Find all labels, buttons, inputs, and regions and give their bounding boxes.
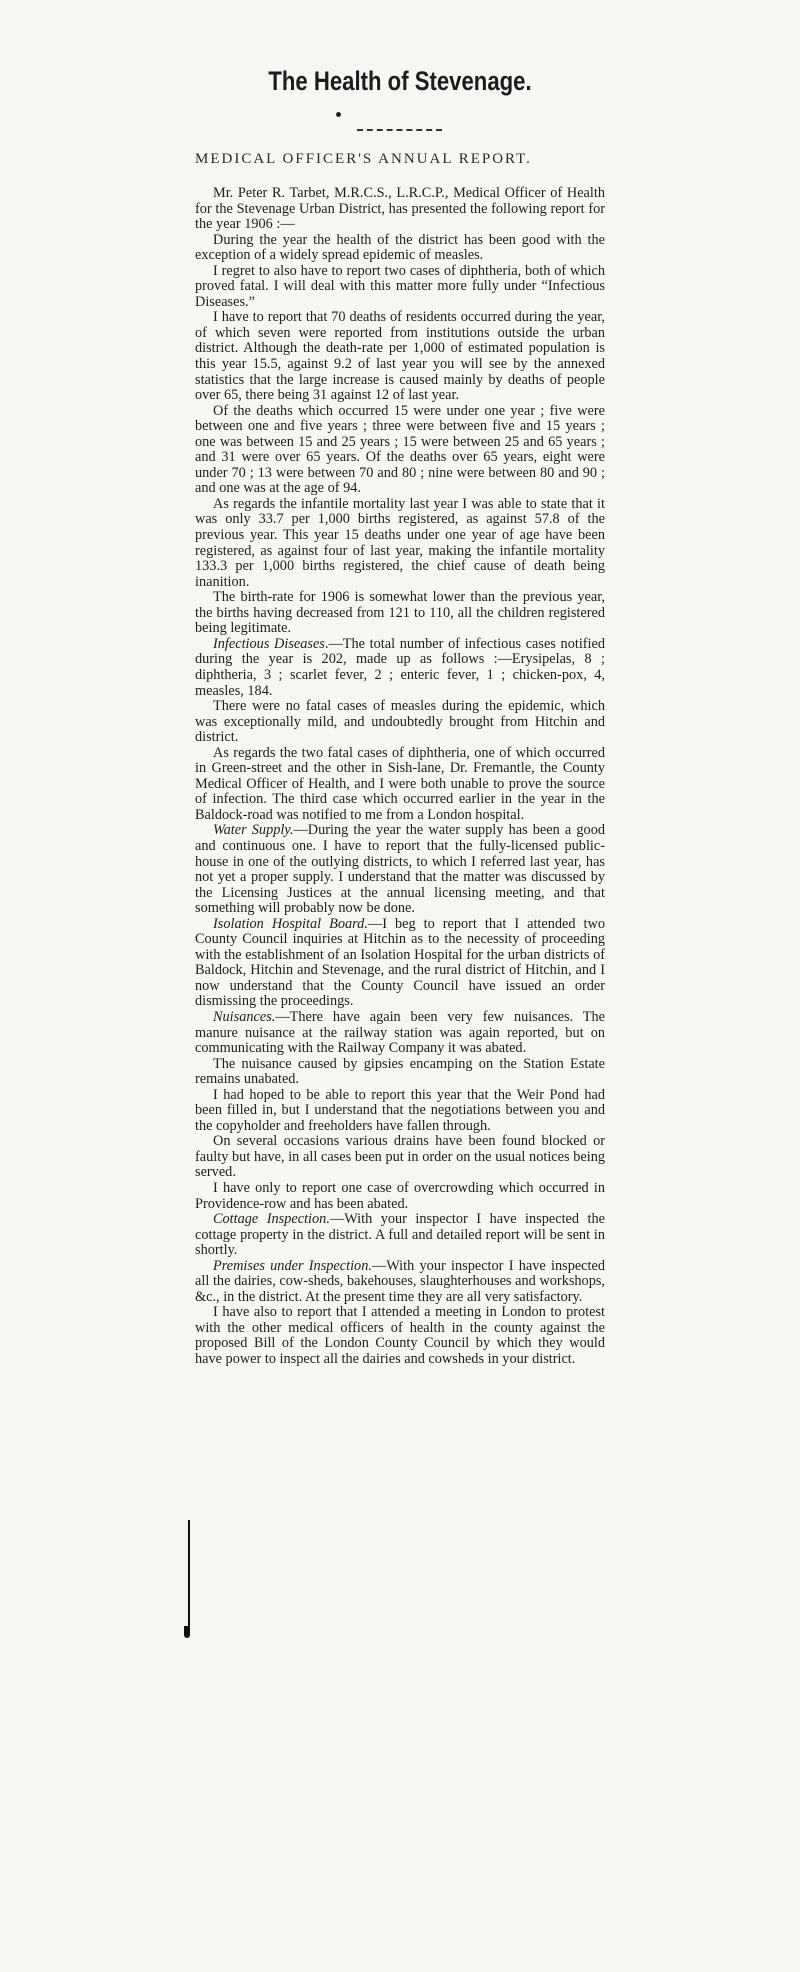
paragraph-drains: On several occasions various drains have been found blocked or faulty but have, in all cases been put in order on the usual notices being served. bbox=[195, 1133, 605, 1181]
paragraph-birth-rate: The birth-rate for 1906 is somewhat lower than the previous year, the births having decreased from 121 to 110, all the children registered being legitimate. bbox=[195, 589, 605, 637]
margin-ink-mark bbox=[188, 1520, 190, 1630]
subheading-isolation-hospital: Isolation Hospital Board. bbox=[213, 915, 368, 932]
paragraph-overcrowding: I have only to report one case of overcrowding which occurred in Providence-row and has been abated. bbox=[195, 1180, 605, 1212]
premises-inspection-text: —With your inspector I have inspected all the dairies, cow-sheds, bakehouses, slaughterhouses and workshops, &c., in the district. At the present time they are all very satisfactory. bbox=[195, 1257, 605, 1305]
isolation-hospital-text: —I beg to report that I attended two County Council inquiries at Hitchin as to the necessity of proceeding with the establishment of an Isolation Hospital for the urban districts of Baldock, Hitchin and Stevenage, and the rural district of Hitchin, and I now understand that the County Council have issued an order dismissing the proceedings. bbox=[195, 915, 605, 1010]
paragraph-water-supply bbox=[195, 823, 605, 916]
nuisances-text: —There have again been very few nuisances. The manure nuisance at the railway station was again reported, but on communicating with the Railway Company it was abated. bbox=[195, 1008, 605, 1057]
subheading-nuisances: Nuisances. bbox=[213, 1008, 276, 1025]
paragraph-cottage-inspection bbox=[195, 1212, 605, 1259]
paragraph-isolation-hospital bbox=[195, 917, 605, 1010]
paragraph-measles: There were no fatal cases of measles during the epidemic, which was exceptionally mild, and undoubtedly brought from Hitchin and district. bbox=[195, 698, 605, 746]
paragraph-nuisances bbox=[195, 1010, 605, 1057]
paragraph-deaths: I have to report that 70 deaths of residents occurred during the year, of which seven were reported from institutions outside the urban district. Although the death-rate per 1,000 of estimated population is this year 15.5, against 9.2 of last year you will see by the annexed statistics that the large increase is caused mainly by deaths of people over 65, there being 31 against 12 of last year. bbox=[195, 309, 605, 404]
title-divider bbox=[357, 129, 442, 131]
paragraph-infectious-diseases bbox=[195, 637, 605, 699]
water-supply-text: —During the year the water supply has been a good and continuous one. I have to report that the fully-licensed public-house in one of the outlying districts, to which I referred last year, has not yet a proper supply. I understand that the matter was discussed by the Licensing Justices at the annual licensing meeting, and that something will probably now be done. bbox=[195, 822, 605, 917]
paragraph-diphtheria: I regret to also have to report two cases of diphtheria, both of which proved fatal. I will deal with this matter more fully under “Infectious Diseases.” bbox=[195, 262, 605, 310]
paragraph-gipsies: The nuisance caused by gipsies encamping on the Station Estate remains unabated. bbox=[195, 1055, 605, 1088]
margin-ink-mark-end bbox=[184, 1626, 190, 1638]
infectious-diseases-text: .—The total number of infectious cases notified during the year is 202, made up as follows :—Erysipelas, 8 ; diphtheria, 3 ; scarlet fever, 2 ; enteric fever, 1 ; chicken-pox, 4, measles, 184. bbox=[195, 635, 606, 699]
ornament-dot bbox=[336, 112, 341, 117]
section-heading: MEDICAL OFFICER'S ANNUAL REPORT. bbox=[195, 151, 532, 167]
subheading-premises-inspection: Premises under Inspection. bbox=[213, 1257, 372, 1274]
article-body bbox=[195, 186, 605, 1368]
subheading-cottage-inspection: Cottage Inspection. bbox=[213, 1211, 330, 1228]
cottage-inspection-text: —With your inspector I have inspected the cottage property in the district. A full and detailed report will be sent in shortly. bbox=[195, 1211, 605, 1259]
subheading-water-supply: Water Supply. bbox=[213, 822, 294, 839]
subheading-infectious-diseases: Infectious Diseases bbox=[213, 635, 325, 652]
paragraph-health: During the year the health of the district has been good with the exception of a widely spread epidemic of measles. bbox=[195, 231, 605, 264]
page-title: The Health of Stevenage. bbox=[268, 66, 532, 96]
paragraph-weir-pond: I had hoped to be able to report this year that the Weir Pond had been filled in, but I understand that the negotiations between you and the copyholder and freeholders have fallen through. bbox=[195, 1086, 605, 1134]
paragraph-death-ages: Of the deaths which occurred 15 were under one year ; five were between one and five years ; three were between five and 15 years ; one was between 15 and 25 years ; 15 were between 25 and 65 years ; and 31 were over 65 years. Of the deaths over 65 years, eight were under 70 ; 13 were between 70 and 80 ; nine were between 80 and 90 ; and one was at the age of 94. bbox=[195, 402, 605, 497]
paragraph-infant-mortality: As regards the infantile mortality last year I was able to state that it was only 33.7 per 1,000 births registered, as against 57.8 of the previous year. This year 15 deaths under one year of age have been registered, as against four of last year, making the infantile mortality 133.3 per 1,000 births registered, the chief cause of death being inanition. bbox=[195, 495, 605, 590]
paragraph-intro: Mr. Peter R. Tarbet, M.R.C.S., L.R.C.P., Medical Officer of Health for the Stevenage Urban District, has presented the following report for the year 1906 :— bbox=[195, 185, 605, 233]
paragraph-diphtheria-cases: As regards the two fatal cases of diphtheria, one of which occurred in Green-street and the other in Sish-lane, Dr. Fremantle, the County Medical Officer of Health, and I were both unable to prove the source of infection. The third case which occurred earlier in the year in the Baldock-road was notified to me from a London hospital. bbox=[195, 744, 605, 823]
paragraph-premises-inspection bbox=[195, 1259, 605, 1306]
paragraph-london-meeting: I have also to report that I attended a meeting in London to protest with the other medical officers of health in the county against the proposed Bill of the London County Council by which they would have power to inspect all the dairies and cowsheds in your district. bbox=[195, 1304, 605, 1368]
